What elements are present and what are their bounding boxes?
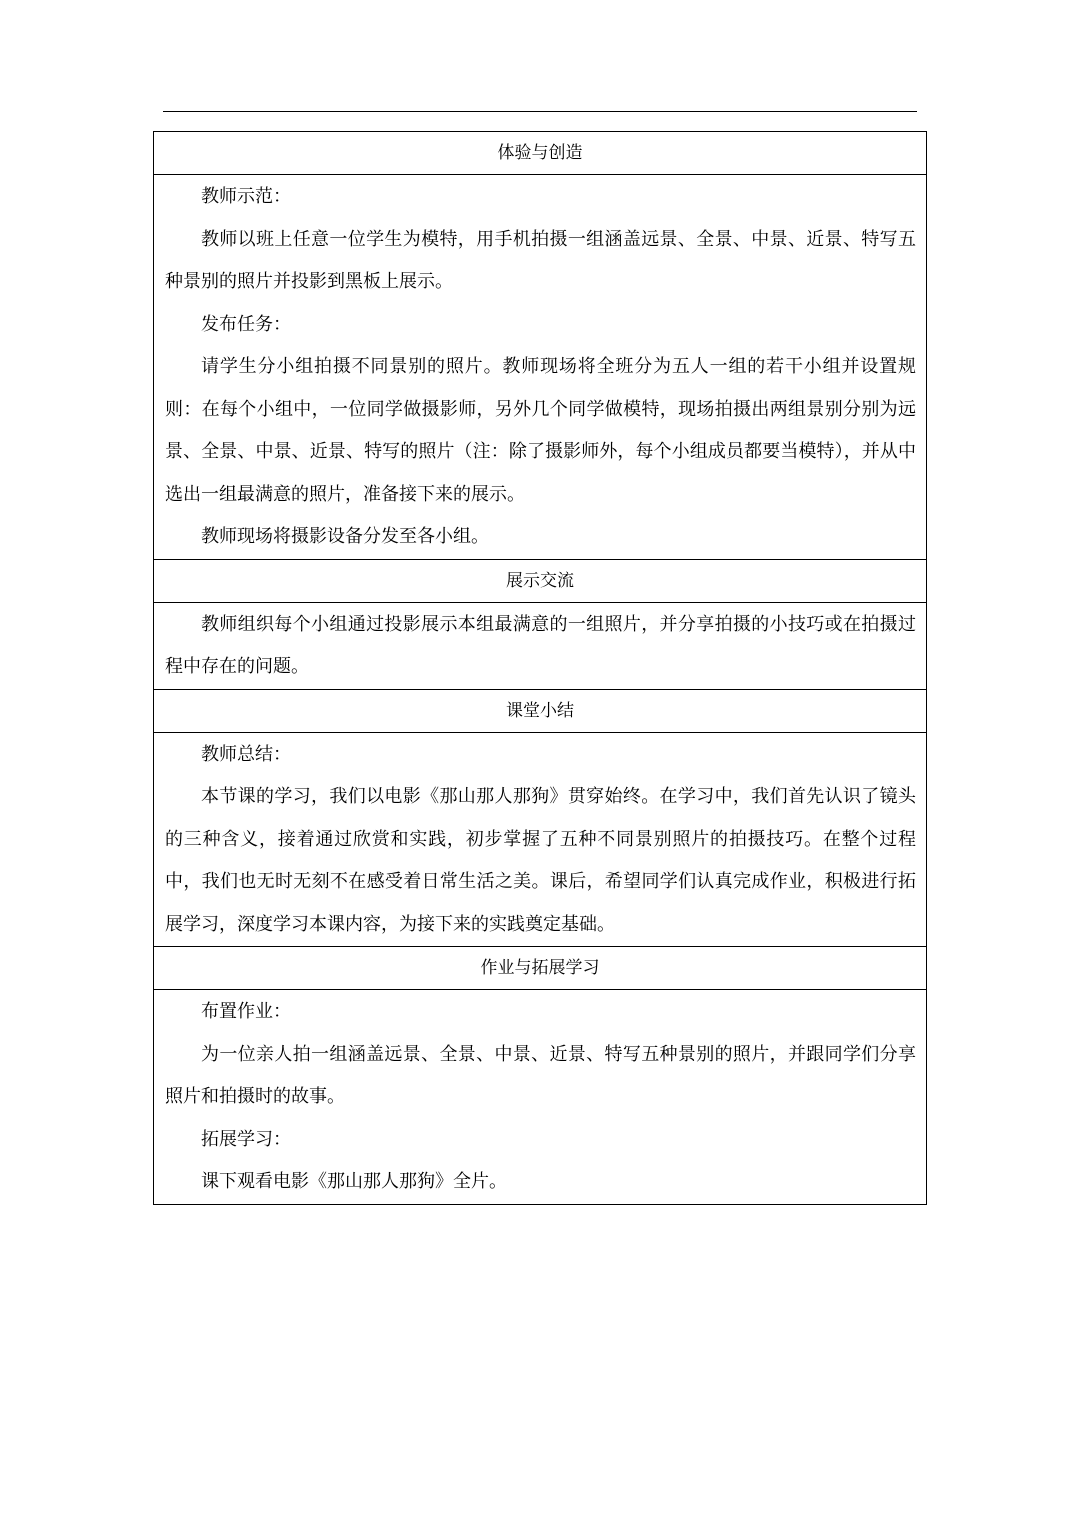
section-body-showcase [154,602,927,689]
section-body-row [154,732,927,947]
section-heading-row [154,689,927,732]
paragraph: 为一位亲人拍一组涵盖远景、全景、中景、近景、特写五种景别的照片，并跟同学们分享照片和拍摄时的故事。 [165,1043,916,1107]
header-rule [163,111,917,112]
paragraph: 教师总结： [201,743,291,765]
paragraph: 本节课的学习，我们以电影《那山那人那狗》贯穿始终。在学习中，我们首先认识了镜头的三种含义，接着通过欣赏和实践，初步掌握了五种不同景别照片的拍摄技巧。在整个过程中，我们也无时无刻不在感受着日常生活之美。课后，希望同学们认真完成作业，积极进行拓展学习，深度学习本课内容，为接下来的实践奠定基础。 [165,786,916,935]
section-body-homework [154,990,927,1205]
section-heading-summary: 课堂小结 [154,689,927,732]
section-heading-row [154,559,927,602]
paragraph: 教师示范： [201,186,291,207]
section-body-row [154,602,927,689]
section-heading-homework: 作业与拓展学习 [154,947,927,990]
section-heading-row [154,132,927,175]
paragraph: 教师组织每个小组通过投影展示本组最满意的一组照片，并分享拍摄的小技巧或在拍摄过程中存在的问题。 [165,613,916,677]
paragraph: 教师现场将摄影设备分发至各小组。 [201,526,489,547]
paragraph: 教师以班上任意一位学生为模特，用手机拍摄一组涵盖远景、全景、中景、近景、特写五种景别的照片并投影到黑板上展示。 [165,228,916,292]
section-body-row [154,175,927,560]
paragraph: 课下观看电影《那山那人那狗》全片。 [201,1171,507,1192]
section-heading-showcase: 展示交流 [154,559,927,602]
paragraph: 发布任务： [201,313,291,335]
section-heading-experience: 体验与创造 [154,132,927,175]
paragraph: 布置作业： [201,1001,291,1022]
section-body-summary [154,732,927,947]
paragraph: 请学生分小组拍摄不同景别的照片。教师现场将全班分为五人一组的若干小组并设置规则：在每个小组中，一位同学做摄影师，另外几个同学做模特，现场拍摄出两组景别分别为远景、全景、中景、近景、特写的照片（注：除了摄影师外，每个小组成员都要当模特），并从中选出一组最满意的照片，准备接下来的展示。 [165,356,916,505]
section-body-experience [154,175,927,560]
paragraph: 拓展学习： [201,1128,291,1150]
section-heading-row [154,947,927,990]
lesson-plan-table [153,131,927,1205]
section-body-row [154,990,927,1205]
